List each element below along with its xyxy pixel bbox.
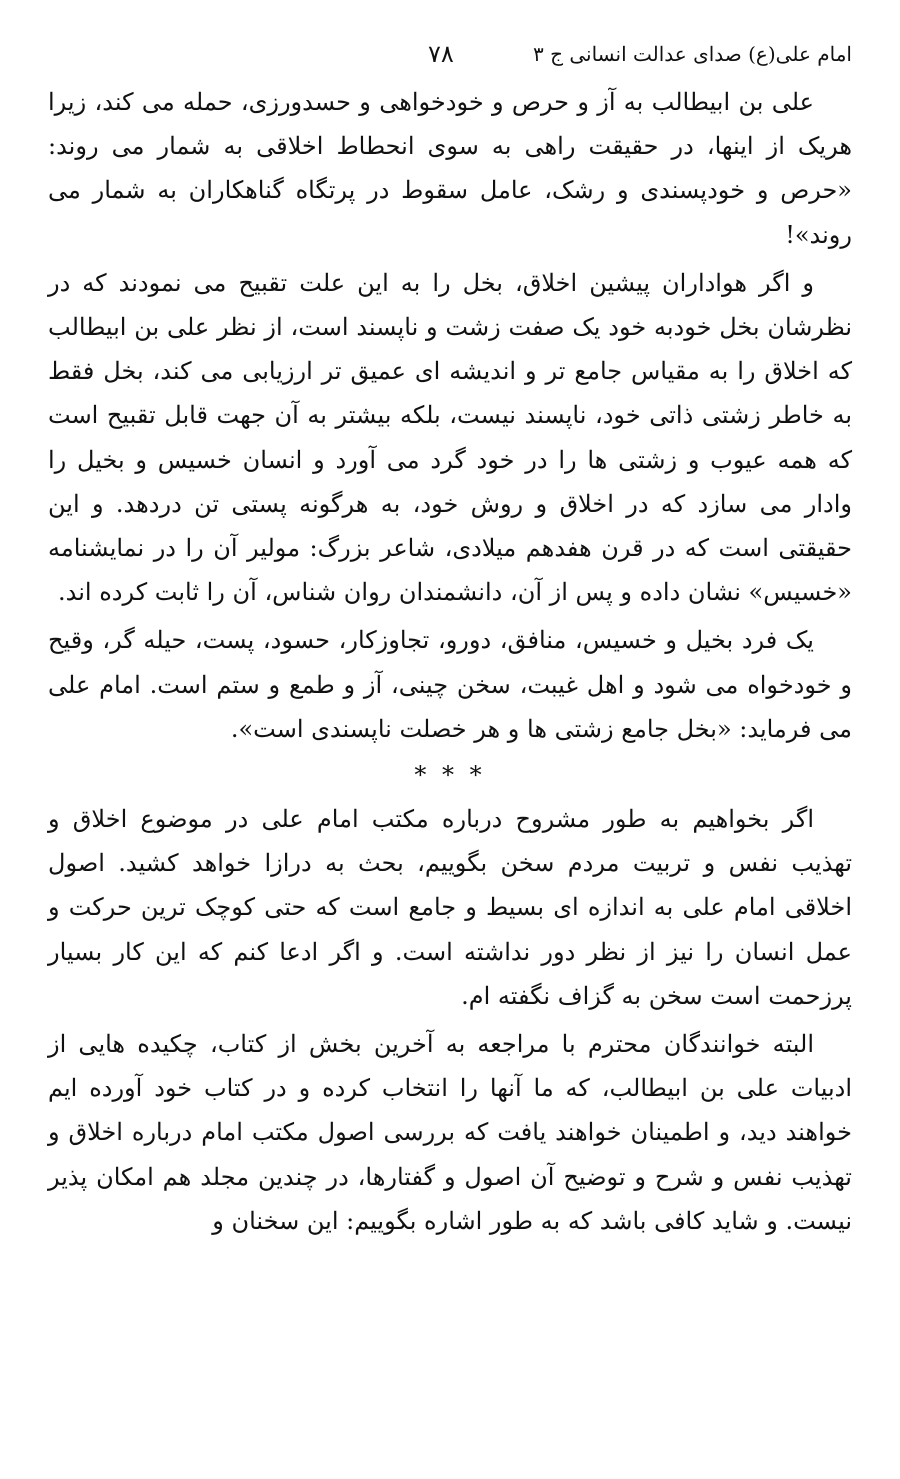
body-text bbox=[48, 80, 852, 1247]
paragraph-readers-note: البته خوانندگان محترم با مراجعه به آخرین بخش از کتاب، چکیده هایی از ادبیات علی بن ابیطالب، که ما آنها را انتخاب کرده و در کتاب خود آورده ایم خواهند دید، و اطمینان خواهند یافت که بررسی اصول مکتب امام درباره اخلاق و تهذیب نفس و شرح و توضیح آن اصول و گفتارها، در چندین مجلد هم امکان پذیر نیست. و شاید کافی باشد که به طور اشاره بگوییم: این سخنان و bbox=[48, 1030, 852, 1235]
page-header bbox=[48, 36, 852, 76]
paragraph-greed: علی بن ابیطالب به آز و حرص و خودخواهی و حسدورزی، حمله می کند، زیرا هریک از اینها، در حقیقت راهی به سوی انحطاط اخلاقی به شمار می روند: «حرص و خودپسندی و رشک، عامل سقوط در پرتگاه گناهکاران به شمار می روند»! bbox=[48, 88, 852, 249]
page-number: ۷۸ bbox=[428, 40, 454, 68]
section-separator: * * * bbox=[414, 761, 486, 790]
paragraph-stinginess: و اگر هواداران پیشین اخلاق، بخل را به این علت تقبیح می نمودند که در نظرشان بخل خودبه خود یک صفت زشت و ناپسند است، از نظر علی بن ابیطالب که اخلاق را به مقیاس جامع تر و اندیشه ای عمیق تر ارزیابی می کند، بخل فقط به خاطر زشتی ذاتی خود، ناپسند نیست، بلکه بیشتر به آن جهت قابل تقبیح است که همه عیوب و زشتی ها را در خود گرد می آورد و انسان خسیس و بخیل را وادار می سازد که در اخلاق و روش خود، به هرگونه پستی تن دردهد. و این حقیقتی است که در قرن هفدهم میلادی، شاعر بزرگ: مولیر آن را در نمایشنامه «خسیس» نشان داده و پس از آن، دانشمندان روان شناس، آن را ثابت کرده اند. bbox=[48, 268, 852, 607]
paragraph-miser-traits: یک فرد بخیل و خسیس، منافق، دورو، تجاوزکار، حسود، پست، حیله گر، وقیح و خودخواه می شود و اهل غیبت، سخن چینی، آز و طمع و ستم است. امام علی می فرماید: «بخل جامع زشتی ها و هر خصلت ناپسندی است». bbox=[48, 626, 852, 743]
paragraph-ethics-school: اگر بخواهیم به طور مشروح درباره مکتب امام علی در موضوع اخلاق و تهذیب نفس و تربیت مردم سخن بگوییم، بحث به درازا خواهد کشید. اصول اخلاقی امام علی به اندازه ای بسیط و جامع است که حتی کوچک ترین حرکت و عمل انسان را نیز از نظر دور نداشته است. و اگر ادعا کنم که این کار بسیار پرزحمت است سخن به گزاف نگفته ام. bbox=[48, 805, 852, 1010]
running-head-title: امام علی(ع) صدای عدالت انسانی ج ۳ bbox=[532, 42, 852, 66]
